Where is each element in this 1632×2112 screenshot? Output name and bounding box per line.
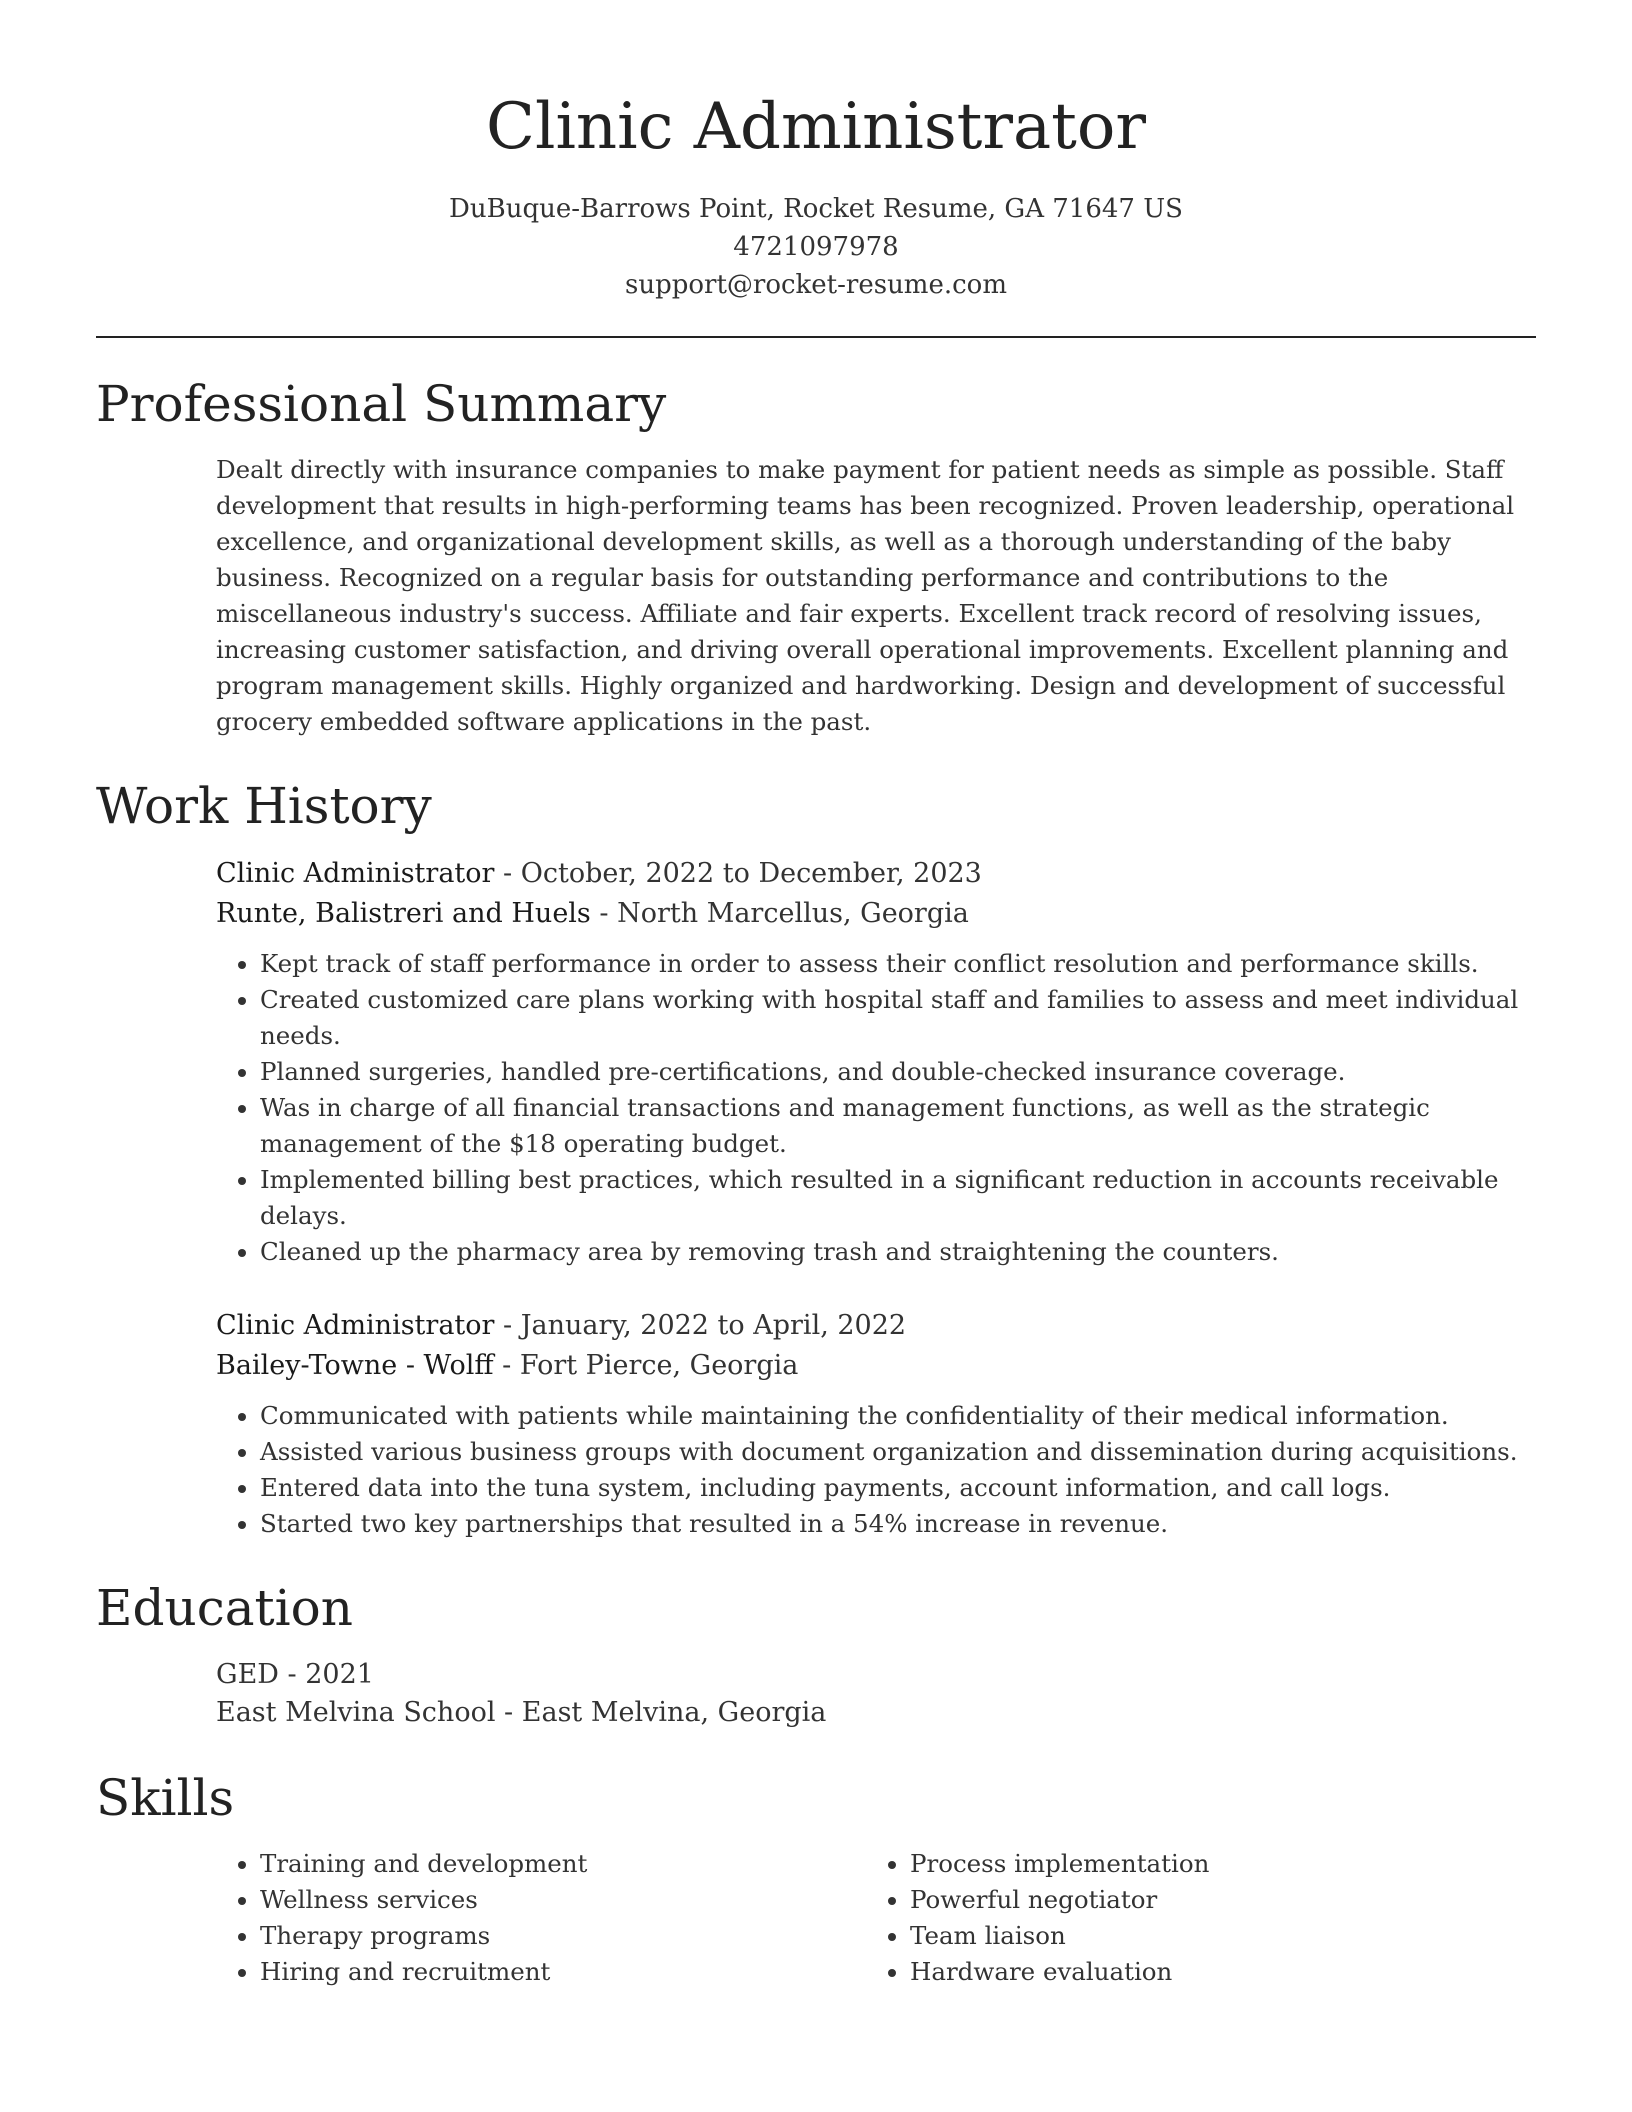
list-item: • Powerful negotiator <box>910 1882 1536 1918</box>
list-item: • Team liaison <box>910 1918 1536 1954</box>
degree-line <box>216 1656 1536 1694</box>
skills-section <box>96 1768 1536 1990</box>
education-heading: Education <box>96 1579 353 1637</box>
list-item: • Process implementation <box>910 1846 1536 1882</box>
job-role: Clinic Administrator <box>216 1310 495 1341</box>
job-role: Clinic Administrator <box>216 858 495 889</box>
job-location: - Fort Pierce, Georgia <box>493 1350 799 1381</box>
job-company: Runte, Balistreri and Huels <box>216 898 591 929</box>
address-text: DuBuque-Barrows Point, Rocket Resume, GA 71647 US <box>449 194 1183 224</box>
job-bullet-list <box>216 1398 1536 1542</box>
list-item: • Created customized care plans working with hospital staff and families to assess and meet individual needs. <box>260 982 1536 1054</box>
summary-section <box>96 374 1536 740</box>
list-item: • Therapy programs <box>260 1918 866 1954</box>
list-item: • Cleaned up the pharmacy area by removing trash and straightening the counters. <box>260 1234 1536 1270</box>
degree-name: GED <box>216 1659 279 1690</box>
summary-text: Dealt directly with insurance companies to make payment for patient needs as simple as possible. Staff development that results in high-performing teams has been recognized. Proven leadership, operational excellence, and organizational development skills, as well as a thorough understanding of the baby business. Recognized on a regular basis for outstanding performance and contributions to the miscellaneous industry's success. Affiliate and fair experts. Excellent track record of resolving issues, increasing customer satisfaction, and driving overall operational improvements. Excellent planning and program management skills. Highly organized and hardworking. Design and development of successful grocery embedded software applications in the past. <box>216 455 1515 736</box>
job-company: Bailey-Towne - Wolff <box>216 1350 494 1381</box>
job-dates: - January, 2022 to April, 2022 <box>494 1310 907 1341</box>
list-item: • Assisted various business groups with document organization and dissemination during acquisitions. <box>260 1434 1536 1470</box>
degree-year: - 2021 <box>278 1659 374 1690</box>
job-company-line <box>216 1346 1536 1386</box>
list-item: • Kept track of staff performance in order to assess their conflict resolution and performance skills. <box>260 946 1536 982</box>
list-item: • Implemented billing best practices, which resulted in a significant reduction in accounts receivable delays. <box>260 1162 1536 1234</box>
list-item: • Hiring and recruitment <box>260 1954 866 1990</box>
list-item: • Hardware evaluation <box>910 1954 1536 1990</box>
list-item: • Started two key partnerships that resulted in a 54% increase in revenue. <box>260 1506 1536 1542</box>
school-location: - East Melvina, Georgia <box>495 1697 827 1728</box>
list-item: • Planned surgeries, handled pre-certifications, and double-checked insurance coverage. <box>260 1054 1536 1090</box>
list-item: • Wellness services <box>260 1882 866 1918</box>
list-item: • Communicated with patients while maintaining the confidentiality of their medical information. <box>260 1398 1536 1434</box>
skills-heading: Skills <box>96 1769 235 1827</box>
email-text: support@rocket-resume.com <box>624 270 1007 300</box>
work-history-heading: Work History <box>96 777 432 835</box>
job-company-line <box>216 894 1536 934</box>
contact-info <box>96 190 1536 304</box>
job-entry <box>216 854 1536 1270</box>
school-line <box>216 1694 1536 1732</box>
school-name: East Melvina School <box>216 1697 496 1728</box>
skills-list-left <box>216 1846 866 1990</box>
page-title: Clinic Administrator <box>486 90 1146 164</box>
skills-list-right <box>866 1846 1536 1990</box>
job-dates: - October, 2022 to December, 2023 <box>494 858 982 889</box>
job-title-line <box>216 1306 1536 1346</box>
skills-grid <box>216 1846 1536 1990</box>
job-bullet-list <box>216 946 1536 1270</box>
list-item: • Training and development <box>260 1846 866 1882</box>
job-entry <box>216 1306 1536 1542</box>
header-divider <box>96 336 1536 338</box>
list-item: • Entered data into the tuna system, including payments, account information, and call logs. <box>260 1470 1536 1506</box>
work-history-section <box>96 776 1536 1542</box>
education-section <box>96 1578 1536 1732</box>
resume-header <box>96 0 1536 304</box>
job-location: - North Marcellus, Georgia <box>590 898 969 929</box>
list-item: • Was in charge of all financial transactions and management functions, as well as the strategic management of the $18 operating budget. <box>260 1090 1536 1162</box>
summary-heading: Professional Summary <box>96 375 667 433</box>
phone-text: 4721097978 <box>733 232 899 262</box>
job-title-line <box>216 854 1536 894</box>
